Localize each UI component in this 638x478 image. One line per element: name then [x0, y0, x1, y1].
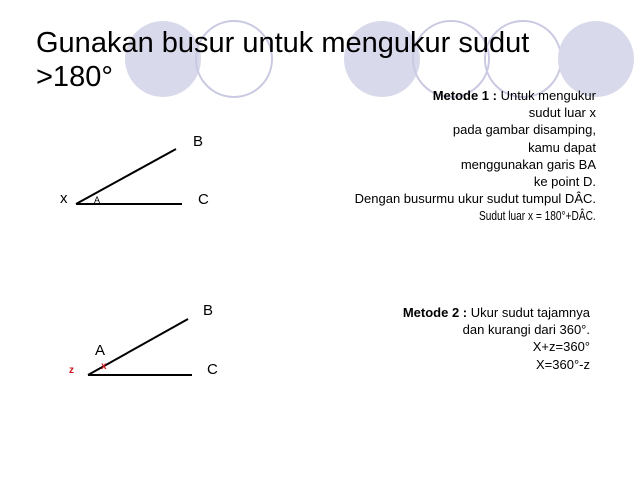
method1-line-6: ke point D. — [533, 174, 596, 190]
method1-text — [296, 87, 596, 225]
method1-line-5: menggunakan garis BA — [460, 156, 596, 172]
diagram2-label-a: A — [95, 342, 106, 359]
diagram2-label-z: z — [69, 365, 74, 376]
method2-line-4: X=360°-z — [536, 356, 590, 372]
method1-line-4: kamu dapat — [528, 139, 596, 155]
diagram1-label-a: A — [94, 195, 101, 205]
slide-title: Gunakan busur untuk mengukur sudut >180° — [36, 27, 530, 93]
diagram2-label-c: C — [207, 361, 218, 378]
method2-line-2: dan kurangi dari 360°. — [462, 322, 590, 338]
method2-line-3: X+z=360° — [532, 339, 590, 355]
method1-formula: Sudut luar x = 180°+DÂC. — [479, 208, 596, 224]
diagram1-label-x: x — [60, 190, 68, 207]
diagram1-label-b: B — [193, 133, 204, 150]
method1-line-2: sudut luar x — [528, 105, 596, 121]
method1-line-1: Metode 1 : Untuk mengukur — [432, 88, 596, 103]
method2-heading: Metode 2 : — [402, 305, 468, 320]
method1-line-3: pada gambar disamping, — [452, 122, 596, 138]
diagram2-label-x: x — [101, 361, 107, 372]
method1-heading: Metode 1 : — [432, 88, 497, 103]
diagram1-line-ab — [76, 149, 176, 204]
diagram1-label-c: C — [198, 191, 209, 208]
method1-formula-line — [296, 207, 596, 224]
method2-text — [330, 304, 590, 373]
method1-line-7: Dengan busurmu ukur sudut tumpul DÂC. — [354, 191, 596, 207]
diagram2-label-b: B — [203, 302, 214, 319]
method2-line-1: Metode 2 : Ukur sudut tajamnya — [402, 305, 590, 320]
